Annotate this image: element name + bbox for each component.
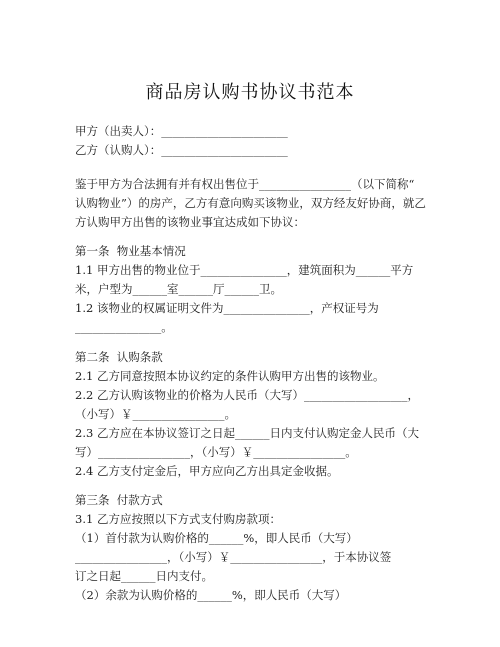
clause-line: 1.1 甲方出售的物业位于_______________，建筑面积为______平方 (75, 263, 414, 277)
clause-line: 2.4 乙方支付定金后，甲方应向乙方出具定金收据。 (75, 464, 339, 478)
clause-line: （小写）￥________________。 (75, 407, 236, 421)
article-heading: 第三条 付款方式 (75, 493, 163, 507)
article-heading: 第一条 物业基本情况 (75, 244, 186, 258)
clause-line: 米，户型为______室______厅______卫。 (75, 282, 282, 296)
clause-line: ________________，（小写）￥________________，于本协议签 (75, 550, 392, 564)
clause-line: 3.1 乙方应按照以下方式支付购房款项： (75, 512, 281, 526)
preamble-line: 鉴于甲方为合法拥有并有权出售位于________________（以下简称“ (75, 177, 415, 191)
clause-line: 2.2 乙方认购该物业的价格为人民币（大写）__________________， (75, 388, 419, 402)
clause-line: 写）________________，（小写）￥________________。 (75, 445, 357, 459)
preamble-line: 认购物业”）的房产，乙方有意向购买该物业，双方经友好协商，就乙 (75, 196, 426, 210)
clause-line: 2.1 乙方同意按照本协议约定的条件认购甲方出售的该物业。 (75, 369, 385, 383)
preamble-line: 方认购甲方出售的该物业事宜达成如下协议： (75, 215, 305, 229)
document-title: 商品房认购书协议书范本 (145, 82, 355, 103)
clause-line: （1）首付款为认购价格的______%，即人民币（大写） (75, 531, 358, 545)
clause-line: 2.3 乙方应在本协议签订之日起______日内支付认购定金人民币（大 (75, 426, 419, 440)
clause-line: 订之日起______日内支付。 (75, 569, 213, 583)
clause-line: _______________。 (75, 320, 173, 334)
party-b-line: 乙方（认购人）：______________________ (75, 143, 288, 157)
party-a-line: 甲方（出卖人）：______________________ (75, 124, 288, 138)
clause-line: （2）余款为认购价格的______%，即人民币（大写） (75, 588, 347, 602)
clause-line: 1.2 该物业的权属证明文件为_______________，产权证号为 (75, 301, 379, 315)
article-heading: 第二条 认购条款 (75, 350, 163, 364)
